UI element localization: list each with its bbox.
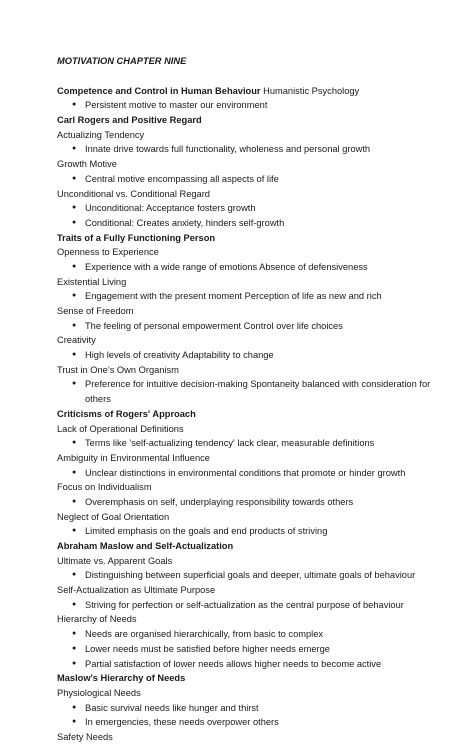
subheading-text: Existential Living [57, 276, 127, 287]
subheading-text: Hierarchy of Needs [57, 614, 137, 625]
bullet-text: High levels of creativity Adaptability to change [85, 350, 274, 361]
bullet-item [57, 701, 437, 716]
subheading-text: Safety Needs [57, 731, 113, 742]
subheading-text: Focus on Individualism [57, 482, 152, 493]
bullet-dot-icon: ● [72, 101, 77, 109]
subheading-text: Neglect of Goal Orientation [57, 511, 170, 522]
bullet-text: Needs are organised hierarchically, from basic to complex [85, 629, 324, 640]
bullet-dot-icon: ● [72, 321, 77, 329]
bullet-text: Limited emphasis on the goals and end products of striving [85, 526, 328, 537]
section-heading: Carl Rogers and Positive Regard [57, 115, 202, 126]
bullet-dot-icon: ● [72, 468, 77, 476]
bullet-text: Conditional: Creates anxiety, hinders self-growth [85, 217, 285, 228]
bullet-item [57, 627, 437, 642]
bullet-dot-icon: ● [72, 527, 77, 535]
bullet-dot-icon: ● [72, 262, 77, 270]
bullet-dot-icon: ● [72, 630, 77, 638]
bullet-text: Distinguishing between superficial goals and deeper, ultimate goals of behaviour [85, 570, 416, 581]
section-heading: Traits of a Fully Functioning Person [57, 232, 216, 243]
bullet-item [57, 598, 437, 613]
document-body [57, 84, 437, 745]
bullet-item [57, 642, 437, 657]
document-page [57, 54, 437, 745]
bullet-dot-icon: ● [72, 644, 77, 652]
section-heading-bold: Competence and Control in Human Behaviour [57, 85, 261, 96]
bullet-text: Persistent motive to master our environment [85, 100, 268, 111]
bullet-dot-icon: ● [72, 600, 77, 608]
bullet-item [57, 715, 437, 730]
section-heading [57, 84, 437, 99]
section-heading: Abraham Maslow and Self-Actualization [57, 541, 234, 552]
bullet-item [57, 568, 437, 583]
bullet-item [57, 289, 437, 304]
bullet-dot-icon: ● [72, 292, 77, 300]
document-title: MOTIVATION CHAPTER NINE [57, 56, 187, 66]
subheading-text: Actualizing Tendency [57, 129, 145, 140]
bullet-item [57, 172, 437, 187]
subheading-text: Trust in One’s Own Organism [57, 364, 179, 375]
bullet-text: Striving for perfection or self-actualization as the central purpose of behaviour [85, 599, 404, 610]
bullet-text: Innate drive towards full functionality, wholeness and personal growth [85, 144, 371, 155]
section-heading: Maslow's Hierarchy of Needs [57, 673, 186, 684]
section-heading-subject: Humanistic Psychology [260, 85, 360, 96]
subheading-text: Physiological Needs [57, 687, 141, 698]
subheading-text: Sense of Freedom [57, 306, 134, 316]
bullet-text: In emergencies, these needs overpower others [85, 717, 279, 728]
bullet-item [57, 319, 437, 334]
bullet-text: Basic survival needs like hunger and thirst [85, 702, 259, 713]
bullet-item [57, 142, 437, 157]
bullet-dot-icon: ● [72, 204, 77, 212]
bullet-item [57, 436, 437, 451]
bullet-dot-icon: ● [72, 659, 77, 667]
bullet-item [57, 98, 437, 113]
bullet-item [57, 260, 437, 275]
bullet-dot-icon: ● [72, 439, 77, 447]
bullet-item [57, 524, 437, 539]
bullet-text: Overemphasis on self, underplaying responsibility towards others [85, 496, 354, 507]
bullet-dot-icon: ● [72, 718, 77, 726]
bullet-dot-icon: ● [72, 497, 77, 505]
subheading-text: Lack of Operational Definitions [57, 423, 184, 434]
bullet-item [57, 216, 437, 231]
bullet-item [57, 348, 437, 363]
bullet-dot-icon: ● [72, 145, 77, 153]
bullet-text: Unconditional: Acceptance fosters growth [85, 203, 256, 214]
bullet-text: Lower needs must be satisfied before higher needs emerge [85, 643, 330, 654]
bullet-dot-icon: ● [72, 174, 77, 182]
subheading-text: Creativity [57, 335, 96, 346]
subheading-text: Ultimate vs. Apparent Goals [57, 555, 173, 566]
bullet-item [57, 466, 437, 481]
bullet-dot-icon: ● [72, 703, 77, 711]
bullet-dot-icon: ● [72, 571, 77, 579]
bullet-item [57, 377, 437, 406]
bullet-text: Unclear distinctions in environmental conditions that promote or hinder growth [85, 467, 406, 478]
bullet-item [57, 657, 437, 672]
bullet-text: The feeling of personal empowerment Control over life choices [85, 320, 343, 331]
bullet-dot-icon: ● [72, 351, 77, 359]
bullet-text: Engagement with the present moment Perception of life as new and rich [85, 291, 382, 302]
subheading-text: Self-Actualization as Ultimate Purpose [57, 585, 216, 596]
bullet-text: Central motive encompassing all aspects of life [85, 173, 279, 184]
section-heading: Criticisms of Rogers' Approach [57, 408, 196, 419]
bullet-text: Experience with a wide range of emotions Absence of defensiveness [85, 261, 368, 272]
bullet-item [57, 201, 437, 216]
subheading-text: Growth Motive [57, 159, 117, 170]
bullet-text: Preference for intuitive decision-making Spontaneity balanced with consideration for others [85, 379, 431, 405]
subheading-text: Openness to Experience [57, 247, 159, 258]
subheading-text: Unconditional vs. Conditional Regard [57, 188, 210, 199]
bullet-text: Terms like 'self-actualizing tendency' lack clear, measurable definitions [85, 438, 375, 449]
bullet-text: Partial satisfaction of lower needs allows higher needs to become active [85, 658, 382, 669]
subheading-text: Ambiguity in Environmental Influence [57, 452, 210, 463]
bullet-dot-icon: ● [72, 380, 77, 388]
bullet-item [57, 495, 437, 510]
bullet-dot-icon: ● [72, 218, 77, 226]
